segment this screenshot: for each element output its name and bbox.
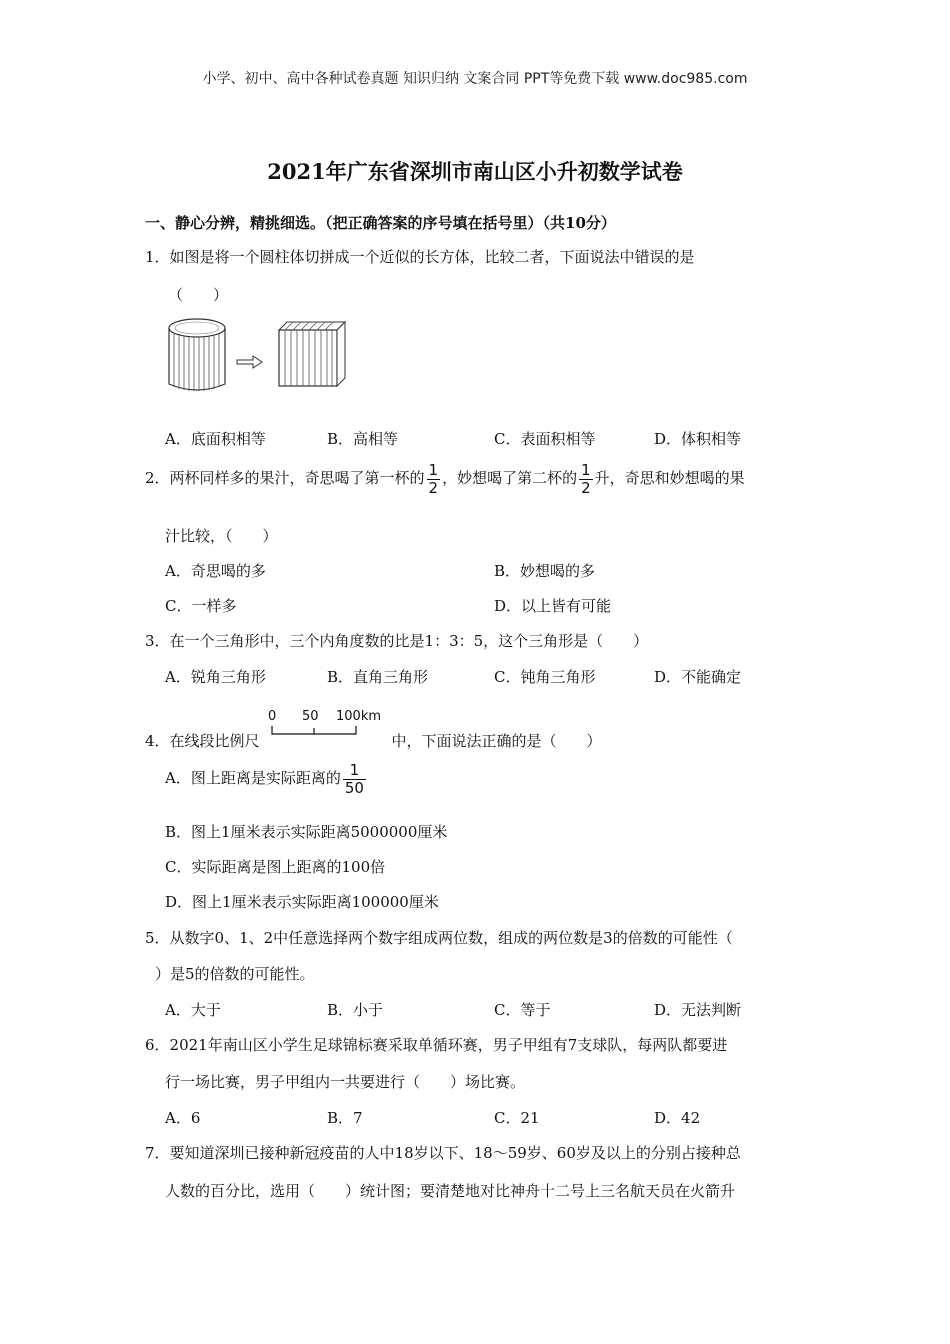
watermark-header: 小学、初中、高中各种试卷真题 知识归纳 文案合同 PPT等免费下载 www.doc985.com bbox=[202, 71, 748, 87]
question-7-text-cont: 人数的百分比，选用（ ）统计图；要清楚地对比神舟十二号上三名航天员在火箭升 bbox=[165, 1182, 736, 1200]
q1-option-a[interactable]: A．底面积相等 bbox=[165, 430, 266, 448]
q1-option-b[interactable]: B．高相等 bbox=[327, 430, 399, 448]
question-6-text: 6．2021年南山区小学生足球锦标赛采取单循环赛，男子甲组有7支球队，每两队都要进 bbox=[145, 1036, 728, 1054]
section-heading: 一、静心分辨，精挑细选。（把正确答案的序号填在括号里）（共10分） bbox=[145, 214, 616, 232]
q5-option-c[interactable]: C．等于 bbox=[494, 1001, 551, 1019]
q6-option-b[interactable]: B．7 bbox=[327, 1109, 363, 1127]
q1-option-c[interactable]: C．表面积相等 bbox=[494, 430, 596, 448]
line-scale-bar bbox=[266, 706, 386, 746]
q2-option-d[interactable]: D．以上皆有可能 bbox=[494, 597, 612, 615]
fraction-one-fiftieth: $\frac{1}{50}$ bbox=[344, 761, 364, 797]
q5-option-a[interactable]: A．大于 bbox=[165, 1001, 221, 1019]
question-6-text-cont: 行一场比赛，男子甲组内一共要进行（ ）场比赛。 bbox=[165, 1073, 526, 1091]
q3-option-c[interactable]: C．钝角三角形 bbox=[494, 668, 596, 686]
q4-option-c[interactable]: C．实际距离是图上距离的100倍 bbox=[165, 858, 386, 876]
question-2-text: 2．两杯同样多的果汁，奇思喝了第一杯的 $\frac{1}{2}$ ，妙想喝了第二杯的 $\frac{1}{2}$ 升，奇思和妙想喝的果 bbox=[145, 461, 745, 497]
q5-option-b[interactable]: B．小于 bbox=[327, 1001, 384, 1019]
question-4-text: 4．在线段比例尺 0 50 100km 中，下面说法正确的是（ ） bbox=[145, 706, 602, 746]
question-3-text: 3．在一个三角形中，三个内角度数的比是1：3：5，这个三角形是（ ） bbox=[145, 632, 649, 650]
question-1-blank: （ ） bbox=[168, 286, 229, 304]
q5-option-d[interactable]: D．无法判断 bbox=[654, 1001, 742, 1019]
page-title: 2021年广东省深圳市南山区小升初数学试卷 bbox=[267, 159, 683, 184]
question-7-text: 7．要知道深圳已接种新冠疫苗的人中18岁以下、18～59岁、60岁及以上的分别占接种总 bbox=[145, 1144, 741, 1162]
question-2-text-cont: 汁比较，（ ） bbox=[165, 527, 278, 545]
q3-option-b[interactable]: B．直角三角形 bbox=[327, 668, 429, 686]
q4-option-b[interactable]: B．图上1厘米表示实际距离5000000厘米 bbox=[165, 823, 448, 841]
scale-label-0: 0 bbox=[267, 709, 276, 724]
question-5-text-cont: ）是5的倍数的可能性。 bbox=[155, 965, 315, 983]
q2-option-a[interactable]: A．奇思喝的多 bbox=[165, 562, 266, 580]
scale-label-50: 50 bbox=[301, 709, 319, 724]
q4-option-a[interactable]: A．图上距离是实际距离的 $\frac{1}{50}$ bbox=[165, 761, 364, 797]
fraction-one-half: $\frac{1}{2}$ bbox=[428, 461, 439, 497]
cylinder-to-cuboid-figure bbox=[165, 316, 355, 400]
q6-option-c[interactable]: C．21 bbox=[494, 1109, 540, 1127]
question-1-text: 1．如图是将一个圆柱体切拼成一个近似的长方体，比较二者，下面说法中错误的是 bbox=[145, 248, 695, 266]
scale-label-100km: 100km bbox=[335, 709, 381, 724]
q3-option-a[interactable]: A．锐角三角形 bbox=[165, 668, 266, 686]
q4-option-d[interactable]: D．图上1厘米表示实际距离100000厘米 bbox=[165, 893, 439, 911]
question-5-text: 5．从数字0、1、2中任意选择两个数字组成两位数，组成的两位数是3的倍数的可能性（ bbox=[145, 929, 733, 947]
q1-option-d[interactable]: D．体积相等 bbox=[654, 430, 742, 448]
q3-option-d[interactable]: D．不能确定 bbox=[654, 668, 742, 686]
q2-option-b[interactable]: B．妙想喝的多 bbox=[494, 562, 596, 580]
fraction-one-half: $\frac{1}{2}$ bbox=[581, 461, 591, 497]
q6-option-a[interactable]: A．6 bbox=[165, 1109, 201, 1127]
q2-option-c[interactable]: C．一样多 bbox=[165, 597, 237, 615]
q6-option-d[interactable]: D．42 bbox=[654, 1109, 701, 1127]
